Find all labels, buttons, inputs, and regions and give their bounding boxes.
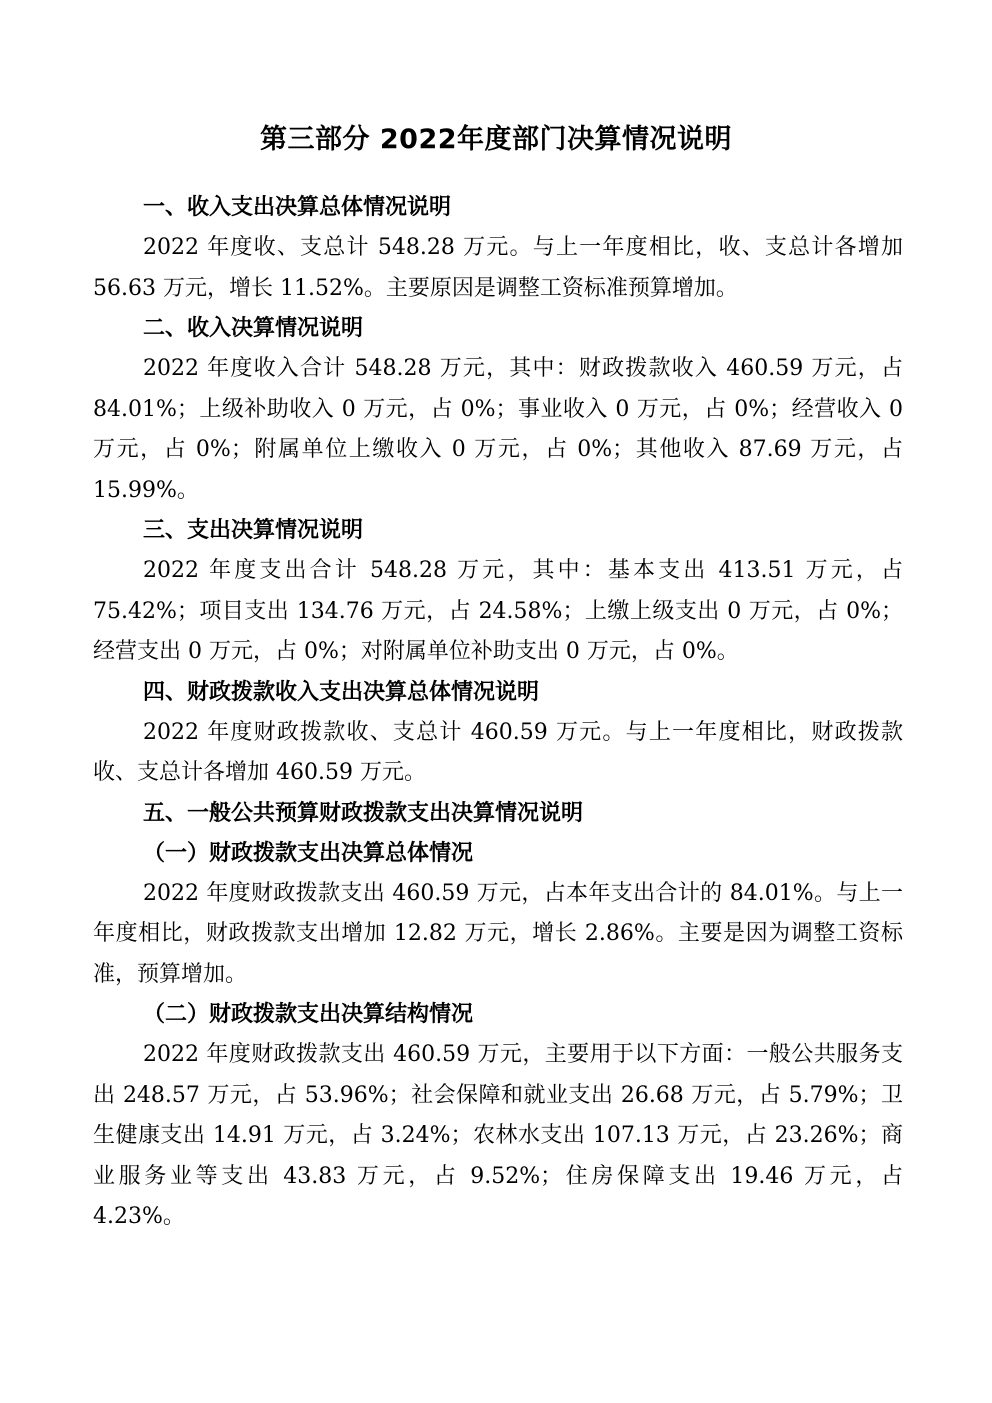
subsection-heading-5-1: （一）财政拨款支出决算总体情况 <box>143 840 474 866</box>
section-paragraph-2: 2022 年度收入合计 548.28 万元，其中：财政拨款收入 460.59 万元，占 84.01%；上级补助收入 0 万元，占 0%；事业收入 0 万元，占 0%；经营收入 0 万元，占 0%；附属单位上缴收入 0 万元，占 0%；其他收入 87.69 万元，占 15.99%。 <box>93 356 903 503</box>
section-heading-4: 四、财政拨款收入支出决算总体情况说明 <box>143 679 540 705</box>
subsection-paragraph-5-1: 2022 年度财政拨款支出 460.59 万元，占本年支出合计的 84.01%。与上一年度相比，财政拨款支出增加 12.82 万元，增长 2.86%。主要是因为调整工资标准，预算增加。 <box>93 880 903 987</box>
section-paragraph-4: 2022 年度财政拨款收、支总计 460.59 万元。与上一年度相比，财政拨款收、支总计各增加 460.59 万元。 <box>93 719 903 785</box>
section-heading-1: 一、收入支出决算总体情况说明 <box>143 195 452 220</box>
section-heading-2: 二、收入决算情况说明 <box>143 316 364 341</box>
section-heading-3: 三、支出决算情况说明 <box>143 518 364 543</box>
document-title: 第三部分 2022年度部门决算情况说明 <box>259 124 733 155</box>
subsection-heading-5-2: （二）财政拨款支出决算结构情况 <box>143 1002 474 1027</box>
section-paragraph-3: 2022 年度支出合计 548.28 万元，其中：基本支出 413.51 万元，占 75.42%；项目支出 134.76 万元，占 24.58%；上缴上级支出 0 万元，占 0%；经营支出 0 万元，占 0%；对附属单位补助支出 0 万元，占 0%。 <box>93 558 903 664</box>
subsection-paragraph-5-2: 2022 年度财政拨款支出 460.59 万元，主要用于以下方面：一般公共服务支出 248.57 万元，占 53.96%；社会保障和就业支出 26.68 万元，占 5.79%；卫生健康支出 14.91 万元，占 3.24%；农林水支出 107.13 万元，占 23.26%；商业服务业等支出 43.83 万元，占 9.52%；住房保障支出 19.46 万元，占 4.23%。 <box>93 1042 903 1229</box>
section-paragraph-1: 2022 年度收、支总计 548.28 万元。与上一年度相比，收、支总计各增加 56.63 万元，增长 11.52%。主要原因是调整工资标准预算增加。 <box>93 235 903 301</box>
section-heading-5: 五、一般公共预算财政拨款支出决算情况说明 <box>143 800 584 826</box>
document-body <box>93 188 903 1238</box>
